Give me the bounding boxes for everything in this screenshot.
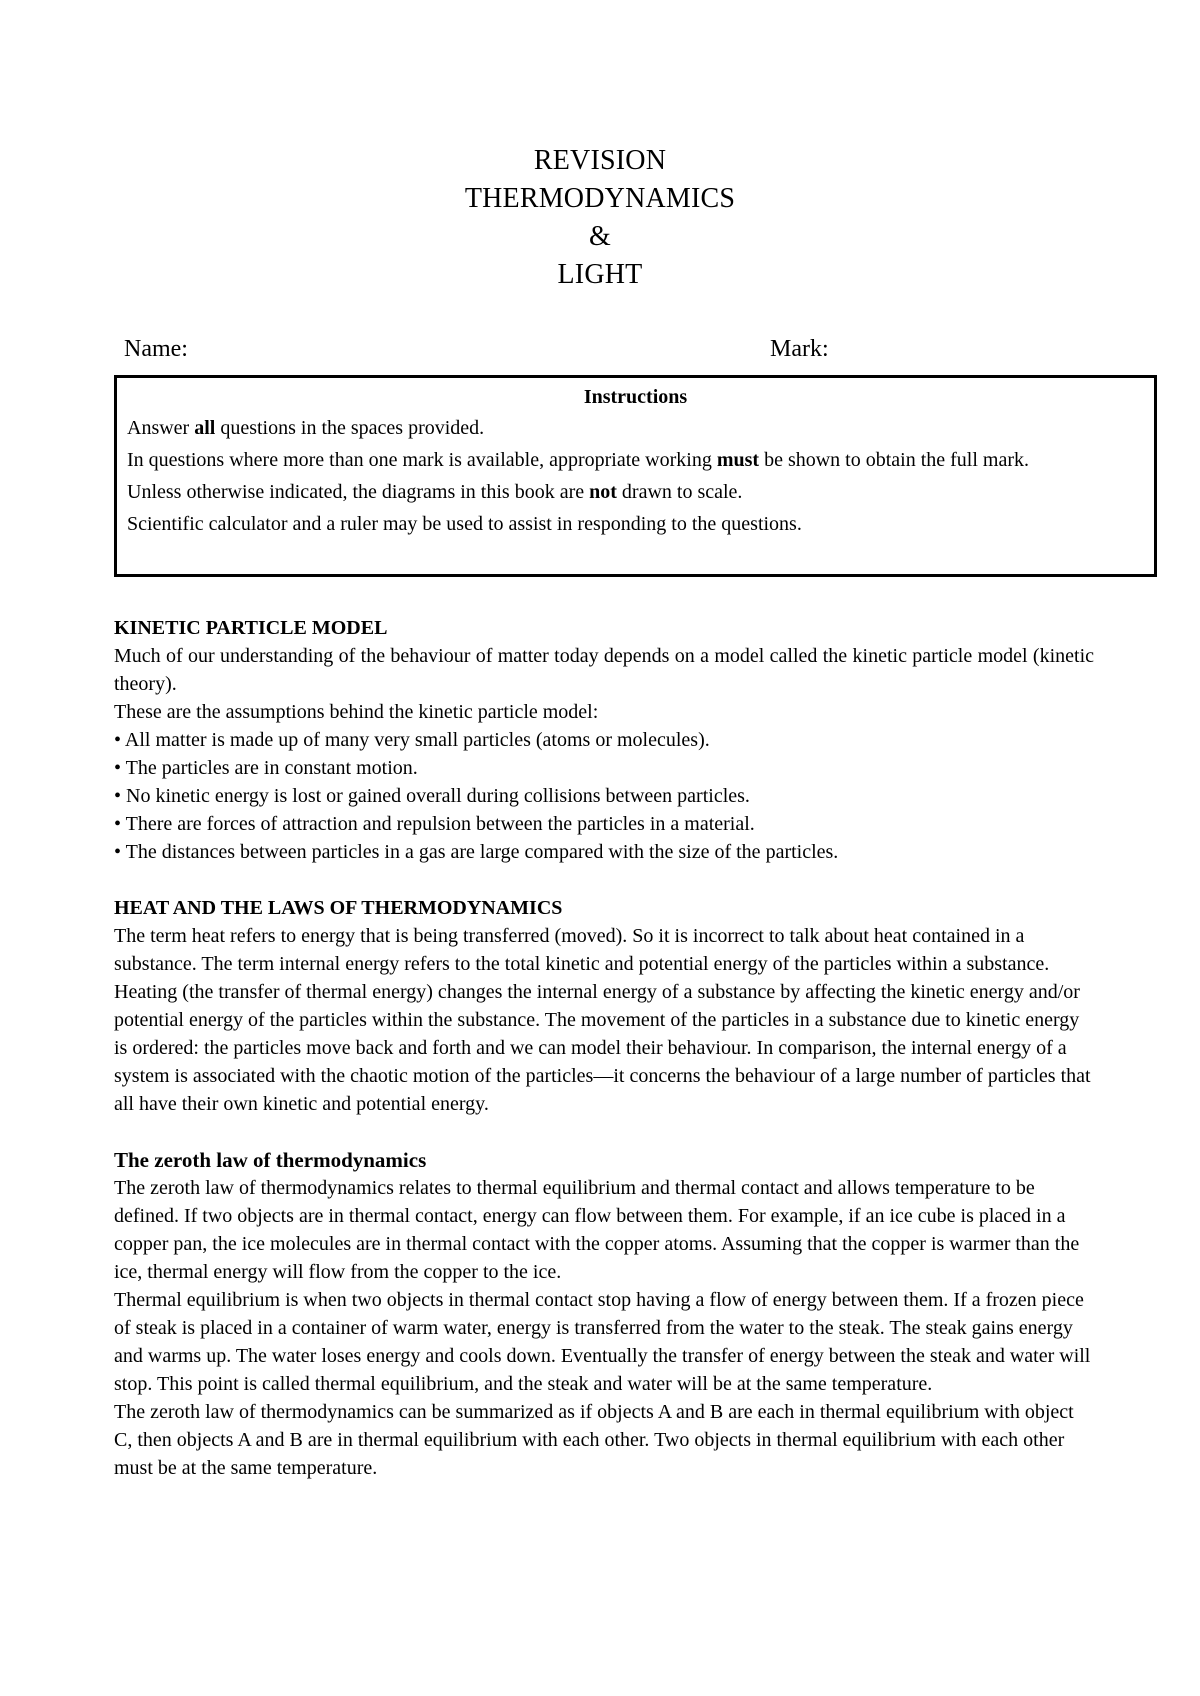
section-heading-heat: HEAT AND THE LAWS OF THERMODYNAMICS [114,897,563,919]
section-heading-zeroth-law: The zeroth law of thermodynamics [114,1148,427,1172]
kinetic-assumptions-lead: These are the assumptions behind the kinetic particle model: [114,701,599,723]
zeroth-paragraph-2: Thermal equilibrium is when two objects in thermal contact stop having a flow of energy between them. If a frozen piece of steak is placed in a container of warm water, energy is transferred from the water to the steak. The steak gains energy and warms up. The water loses energy and cools down. Eventually the transfer of energy between the steak and water will stop. This point is called thermal equilibrium, and the steak and water will be at the same temperature. [114,1289,1091,1395]
instruction-diagrams [127,479,1144,506]
instruction-emphasis: not [589,481,617,503]
section-heading-kinetic: KINETIC PARTICLE MODEL [114,617,388,639]
kinetic-bullet-4: • There are forces of attraction and repulsion between the particles in a material. [114,813,755,835]
title-line-revision: REVISION [533,145,667,176]
zeroth-paragraph-3: The zeroth law of thermodynamics can be summarized as if objects A and B are each in thermal equilibrium with object C, then objects A and B are in thermal equilibrium with each other. Two objects in thermal equilibrium with each other must be at the same temperature. [114,1401,1074,1479]
document-title [0,142,1200,294]
title-line-thermodynamics: THERMODYNAMICS [464,183,736,214]
kinetic-bullet-1: • All matter is made up of many very small particles (atoms or molecules). [114,729,710,751]
kinetic-bullet-5: • The distances between particles in a gas are large compared with the size of the particles. [114,841,839,863]
section-spacer [114,1118,1094,1146]
heat-paragraph: The term heat refers to energy that is being transferred (moved). So it is incorrect to talk about heat contained in a substance. The term internal energy refers to the total kinetic and potential energy of the particles within a substance. Heating (the transfer of thermal energy) changes the internal energy of a substance by affecting the kinetic energy and/or potential energy of the particles within the substance. The movement of the particles in a substance due to kinetic energy is ordered: the particles move back and forth and we can model their behaviour. In comparison, the internal energy of a system is associated with the chaotic motion of the particles—it concerns the behaviour of a large number of particles that all have their own kinetic and potential energy. [114,925,1091,1115]
instruction-text: In questions where more than one mark is available, appropriate working [127,449,717,471]
section-spacer [114,866,1094,894]
instruction-text: be shown to obtain the full mark. [759,449,1030,471]
instruction-emphasis: must [716,449,760,471]
instruction-working [127,447,1144,474]
instruction-calculator: Scientific calculator and a ruler may be used to assist in responding to the questions. [127,513,802,535]
instructions-title: Instructions [583,386,688,408]
instruction-emphasis: all [194,417,216,439]
kinetic-intro-paragraph: Much of our understanding of the behaviour of matter today depends on a model called the kinetic particle model (kinetic theory). [114,645,1094,695]
instruction-text: Answer [127,417,195,439]
kinetic-bullet-2: • The particles are in constant motion. [114,757,418,779]
instruction-answer-all [127,415,1144,442]
mark-label: Mark: [770,336,829,362]
kinetic-bullet-3: • No kinetic energy is lost or gained overall during collisions between particles. [114,785,750,807]
instruction-text: Unless otherwise indicated, the diagrams in this book are [127,481,590,503]
document-body [114,614,1094,1482]
title-line-ampersand: & [589,221,611,252]
instructions-box [114,375,1157,577]
title-line-light: LIGHT [557,259,643,290]
name-label: Name: [124,336,188,362]
zeroth-paragraph-1: The zeroth law of thermodynamics relates to thermal equilibrium and thermal contact and allows temperature to be defined. If two objects are in thermal contact, energy can flow between them. For example, if an ice cube is placed in a copper pan, the ice molecules are in thermal contact with the copper atoms. Assuming that the copper is warmer than the ice, thermal energy will flow from the copper to the ice. [114,1177,1080,1283]
instruction-text: drawn to scale. [616,481,743,503]
instruction-text: questions in the spaces provided. [215,417,485,439]
